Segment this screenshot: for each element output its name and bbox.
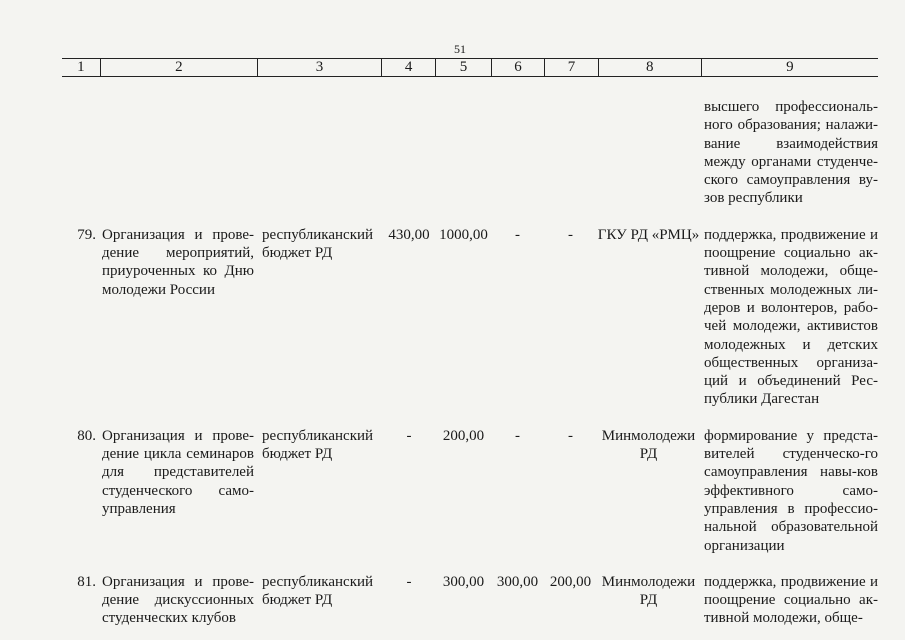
row-number: 79. — [77, 226, 96, 243]
executor: ГКУ РД «РМЦ» — [597, 226, 700, 243]
result-cell: формирование у предста-вителей студенческо-го самоуправления навы-ков эффективного само-управления в профессио-нальной образовательной организации — [704, 427, 878, 554]
row-number: 80. — [77, 427, 96, 444]
value-col-4: - — [406, 427, 412, 444]
table-row — [62, 427, 878, 555]
value-col-5: 200,00 — [442, 427, 485, 444]
value-col-7: - — [568, 427, 573, 444]
funding-source: республиканский бюджет РД — [262, 573, 374, 609]
table-row — [62, 573, 878, 628]
result-cell: поддержка, продвижение и поощрение социально ак-тивной молодежи, обще-ственных молодежных ли-деров и волонтеров, рабо-чей молодежи, активистов молодежных и детских общественных организа-ций и объединений Рес-публики Дагестан — [704, 226, 878, 408]
column-header-6: 6 — [491, 59, 544, 76]
value-col-6: - — [515, 226, 520, 243]
event-name: Организация и прове-дение цикла семинаров для представителей студенческого само-управления — [102, 427, 254, 517]
row-number: 81. — [77, 573, 96, 590]
column-header-7: 7 — [544, 59, 597, 76]
column-header-2: 2 — [100, 59, 257, 76]
funding-source: республиканский бюджет РД — [262, 427, 374, 463]
page-number: 51 — [454, 42, 466, 56]
executor: Минмолодежи РД — [601, 573, 696, 609]
value-col-7: - — [568, 226, 573, 243]
column-header-8: 8 — [598, 59, 701, 76]
table-row-continuation — [62, 98, 878, 208]
value-col-5: 1000,00 — [439, 226, 488, 243]
executor: Минмолодежи РД — [601, 427, 696, 463]
table-header-row — [62, 58, 878, 77]
table-body — [62, 98, 878, 628]
value-col-5: 300,00 — [442, 573, 485, 590]
event-name: Организация и прове-дение мероприятий, приуроченных ко Дню молодежи России — [102, 226, 254, 298]
value-col-4: - — [406, 573, 412, 590]
column-header-5: 5 — [435, 59, 490, 76]
column-header-1: 1 — [77, 59, 85, 75]
result-cell: высшего профессиональ-ного образования; налажи-вание взаимодействия между органами студенче-ского самоуправления ву-зов республики — [704, 99, 878, 207]
column-header-9: 9 — [701, 59, 878, 76]
column-header-4: 4 — [381, 59, 435, 76]
value-col-4: 430,00 — [388, 226, 430, 243]
table-row — [62, 226, 878, 409]
value-col-6: 300,00 — [496, 573, 539, 590]
value-col-7: 200,00 — [549, 573, 592, 590]
result-cell: поддержка, продвижение и поощрение социально ак-тивной молодежи, обще- — [704, 573, 878, 627]
column-header-3: 3 — [257, 59, 381, 76]
event-name: Организация и прове-дение дискуссионных студенческих клубов — [102, 573, 254, 627]
value-col-6: - — [515, 427, 520, 444]
funding-source: республиканский бюджет РД — [262, 226, 374, 262]
